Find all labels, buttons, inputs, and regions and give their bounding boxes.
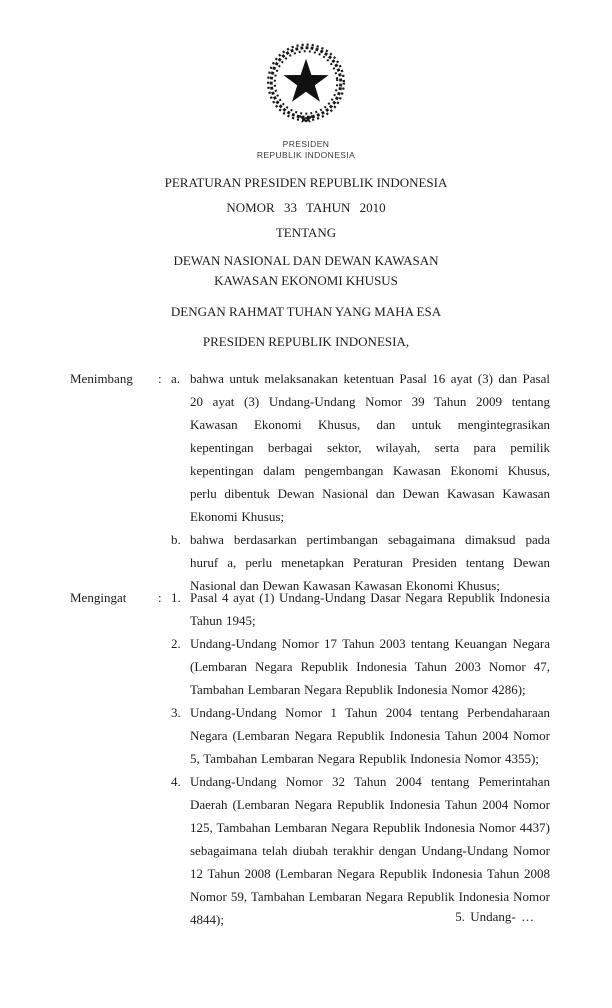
mengingat-item-1-marker: 1. [171,590,181,605]
section-mengingat [70,586,550,931]
menimbang-label: Menimbang [70,371,133,386]
menimbang-item-b-text: bahwa berdasarkan pertimbangan sebagaimana dimaksud pada huruf a, perlu menetapkan Peraturan Presiden tentang Dewan Nasional dan Dewan Kawasan Kawasan Ekonomi Khusus; [190,532,550,593]
mengingat-label: Mengingat [70,590,127,605]
presidential-seal [0,40,612,161]
document-title-block [0,176,612,360]
spacer [158,770,171,931]
menimbang-colon: : [158,371,162,386]
mengingat-item-4-text: Undang-Undang Nomor 32 Tahun 2004 tentang Pemerintahan Daerah (Lembaran Negara Republik Indonesia Tahun 2004 Nomor 125, Tambahan Lembaran Negara Republik Indonesia Nomor 4437) sebagaimana telah diubah terakhir dengan Undang-Undang Nomor 12 Tahun 2008 (Lembaran Negara Republik Indonesia Tahun 2008 Nomor 59, Tambahan Lembaran Negara Republik Indonesia Nomor 4844); [190,774,550,927]
menimbang-item-b-marker: b. [171,532,181,547]
spacer [158,701,171,770]
mengingat-item-3-marker: 3. [171,705,181,720]
menimbang-item-a-marker: a. [171,371,181,386]
section-menimbang [70,367,550,597]
presidential-star-wreath-emblem-icon [262,40,350,132]
subject-line-2: KAWASAN EKONOMI KHUSUS [214,272,398,288]
enacting-authority-line: PRESIDEN REPUBLIK INDONESIA, [202,334,410,349]
mengingat-item-2-text: Undang-Undang Nomor 17 Tahun 2003 tentang Keuangan Negara (Lembaran Negara Republik Indonesia Tahun 2003 Nomor 47, Tambahan Lembaran Negara Republik Indonesia Nomor 4286); [190,636,550,697]
mengingat-item-3-text: Undang-Undang Nomor 1 Tahun 2004 tentang Perbendaharaan Negara (Lembaran Negara Republik Indonesia Tahun 2004 Nomor 5, Tambahan Lembaran Negara Republik Indonesia Nomor 4355); [190,705,550,766]
page-catchword: 5. Undang- … [455,909,534,924]
regulation-subject [0,251,612,290]
regulation-number: NOMOR 33 TAHUN 2010 [226,200,386,215]
subject-line-1: DEWAN NASIONAL DAN DEWAN KAWASAN [173,253,439,268]
spacer [70,701,158,770]
mengingat-item-1-text: Pasal 4 ayat (1) Undang-Undang Dasar Negara Republik Indonesia Tahun 1945; [190,590,550,628]
mengingat-item-2-marker: 2. [171,636,181,651]
spacer [158,632,171,701]
seal-label-presiden: PRESIDEN [282,139,330,149]
mengingat-item-4-marker: 4. [171,774,181,789]
spacer [70,770,158,931]
seal-label-republik-indonesia: REPUBLIK INDONESIA [256,150,356,160]
regulation-title: PERATURAN PRESIDEN REPUBLIK INDONESIA [164,175,448,190]
spacer [70,632,158,701]
invocation-line: DENGAN RAHMAT TUHAN YANG MAHA ESA [170,304,442,319]
tentang-label: TENTANG [275,225,337,240]
menimbang-item-a-text: bahwa untuk melaksanakan ketentuan Pasal 16 ayat (3) dan Pasal 20 ayat (3) Undang-Undang Nomor 39 Tahun 2009 tentang Kawasan Ekonomi Khusus, dan untuk mengintegrasikan kepentingan berbagai sektor, wilayah, serta para pemilik kepentingan dalam pengembangan Kawasan Ekonomi Khusus, perlu dibentuk Dewan Nasional dan Dewan Kawasan Kawasan Ekonomi Khusus; [190,371,550,524]
mengingat-colon: : [158,590,162,605]
